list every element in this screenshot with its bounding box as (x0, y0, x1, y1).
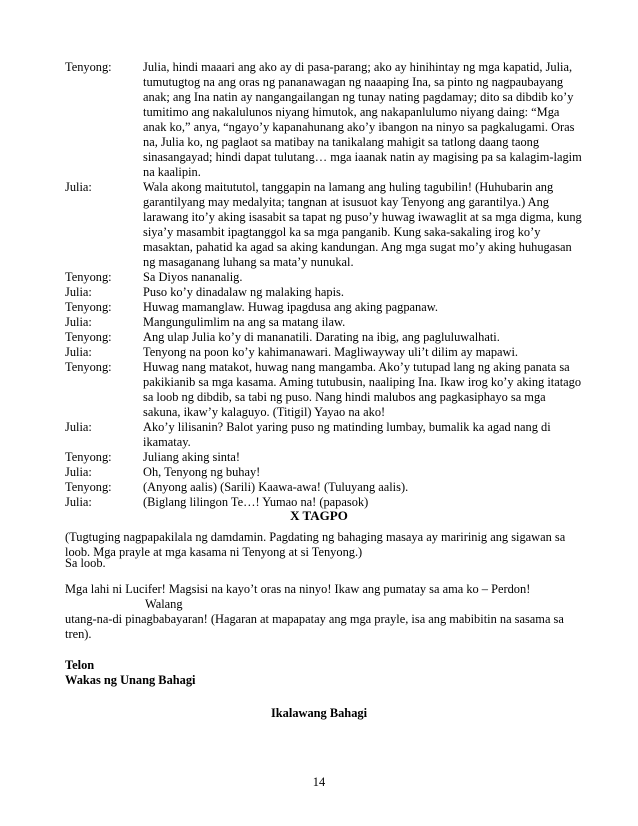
dialogue-block (65, 60, 585, 510)
dialogue-line (65, 465, 585, 480)
dialogue-line (65, 420, 585, 450)
speaker: Tenyong: (65, 330, 112, 344)
line-text: Tenyong na poon ko’y kahimanawari. Magliwayway uli’t dilim ay mapawi. (143, 345, 519, 359)
line-text: Sa Diyos nananalig. (143, 270, 243, 284)
speaker: Julia: (65, 345, 92, 359)
dialogue-line (65, 450, 585, 465)
dialogue-line (65, 60, 585, 180)
dialogue-line (65, 285, 585, 300)
speaker: Julia: (65, 180, 92, 194)
scene-heading: X TAGPO (290, 508, 348, 523)
page-number: 14 (312, 775, 326, 789)
part-heading: Ikalawang Bahagi (270, 706, 368, 720)
line-text: (Anyong aalis) (Sarili) Kaawa-awa! (Tuluyang aalis). (143, 480, 409, 494)
speaker: Julia: (65, 420, 92, 434)
speaker: Tenyong: (65, 360, 112, 374)
line-text: Mangungulimlim na ang sa matang ilaw. (143, 315, 346, 329)
line-text: Huwag mamanglaw. Huwag ipagdusa ang aking pagpanaw. (143, 300, 438, 314)
shout-rest: utang-na-di pinagbabayaran! (Hagaran at mapapatay ang mga prayle, isa ang mabibitin na sasama sa tren). (65, 612, 564, 641)
speaker: Tenyong: (65, 480, 112, 494)
speaker: Tenyong: (65, 60, 112, 74)
dialogue-line (65, 360, 585, 420)
speaker: Julia: (65, 465, 92, 479)
speaker: Julia: (65, 315, 92, 329)
shout-walang: Walang (145, 597, 183, 611)
line-text: Julia, hindi maaari ang ako ay di pasa-parang; ako ay hinihintay ng mga kapatid, Julia, tumutugtog na ang oras ng pananawagan ng naaaping Ina, sa pinto ng nagpaubayang anak; ang Ina natin ay nangangailangan ng tunay nating pagdamay; dito sa dibdib ko’y tumitimo ang nakalulunos niyang himutok, ang nakapanlulumo niyang daing: “Mga anak ko,” anya, “ngayo’y kapanahunang ako’y ibangon na ninyo sa pagkalugami. Oras na, Julia ko, ng paglaot sa matibay na tanikalang mahigit sa tatlong daang taong sinasangayad; hindi dapat tulutang… mga iaanak natin ay magising pa sa kalagim-lagim na kaalipin. (143, 60, 582, 179)
line-text: (Biglang lilingon Te…! Yumao na! (papasok) (143, 495, 369, 509)
sa-loob: Sa loob. (65, 556, 106, 570)
stage-direction: (Tugtuging nagpapakilala ng damdamin. Pagdating ng bahaging masaya ay maririnig ang sigawan sa loob. Mga prayle at mga kasama ni Tenyong at si Tenyong.) (65, 530, 566, 559)
speaker: Julia: (65, 285, 92, 299)
speaker: Tenyong: (65, 270, 112, 284)
dialogue-line (65, 270, 585, 285)
line-text: Juliang aking sinta! (143, 450, 241, 464)
line-text: Ang ulap Julia ko’y di mananatili. Darating na ibig, ang pagluluwalhati. (143, 330, 500, 344)
dialogue-line (65, 330, 585, 345)
dialogue-line (65, 180, 585, 270)
speaker: Tenyong: (65, 300, 112, 314)
dialogue-line (65, 315, 585, 330)
line-text: Huwag nang matakot, huwag nang mangamba. Ako’y tutupad lang ng aking panata sa pakikianib sa mga kasama. Aming tutubusin, naaliping Ina. Ikaw irog ko’y aking itatago sa loob ng dibdib, sa tabi ng puso. Nang hindi malubos ang pagkasiphayo sa mga sakuna, ikaw’y kalaguyo. (Titigil) Yayao na ako! (143, 360, 582, 419)
wakas: Wakas ng Unang Bahagi (65, 673, 196, 687)
dialogue-line (65, 345, 585, 360)
line-text: Ako’y lilisanin? Balot yaring puso ng matinding lumbay, bumalik ka agad nang di ikamatay. (143, 420, 551, 449)
line-text: Wala akong maitututol, tanggapin na lamang ang huling tagubilin! (Huhubarin ang garantilyang may medalyita; tangnan at isusuot kay Tenyong ang garantilya.) Ang larawang ito’y aking isasabit sa tapat ng puso’y huwag iwawaglit at sa mga digma, kung siya’y masambit ipagtanggol ka sa mga panganib. Kung saka-sakaling irog ko’y masaktan, pahatid ka agad sa aking kandungan. Ang mga sugat mo’y aking huhugasan ng masaganang luhang sa mata’y nunukal. (143, 180, 582, 269)
dialogue-line (65, 480, 585, 495)
dialogue-line (65, 300, 585, 315)
line-text: Oh, Tenyong ng buhay! (143, 465, 261, 479)
shout-line: Mga lahi ni Lucifer! Magsisi na kayo’t oras na ninyo! Ikaw ang pumatay sa ama ko – Perdon! (65, 582, 531, 596)
speaker: Tenyong: (65, 450, 112, 464)
telon: Telon (65, 658, 95, 672)
speaker: Julia: (65, 495, 92, 509)
line-text: Puso ko’y dinadalaw ng malaking hapis. (143, 285, 344, 299)
